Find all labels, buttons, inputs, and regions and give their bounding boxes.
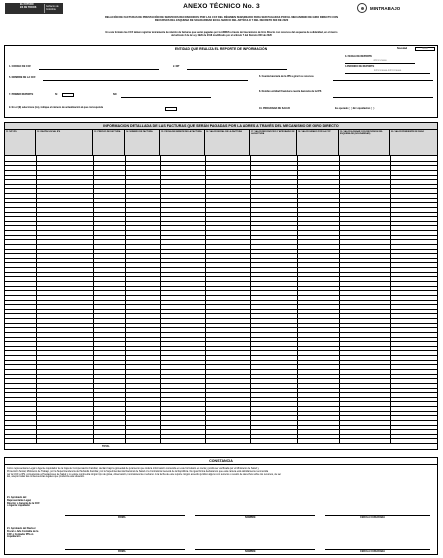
table-row[interactable] [5, 193, 437, 194]
revisor-fiscal-label [7, 528, 38, 539]
sign2-line-2: Fiscal o Jefe Contable de la [7, 529, 39, 533]
mintrabajo-logo [357, 3, 417, 14]
table-row[interactable] [5, 225, 437, 226]
seal-icon [357, 3, 367, 13]
table-row[interactable] [5, 267, 437, 268]
table-row[interactable] [5, 350, 437, 351]
si-label: SI [55, 93, 58, 96]
table-row[interactable] [5, 355, 437, 356]
table-row[interactable] [5, 323, 437, 324]
table-row[interactable] [5, 397, 437, 398]
logo-line-2: ES DE TODOS [20, 5, 37, 9]
fecha-reporte-field[interactable]: dd/mm/aaaa [345, 60, 415, 64]
table-row[interactable] [5, 175, 437, 176]
invoice-table [4, 122, 438, 450]
table-row[interactable] [5, 295, 437, 296]
table-row[interactable] [5, 332, 437, 333]
table-row[interactable] [5, 216, 437, 217]
sign2-line-4: Liquidación [7, 535, 21, 539]
programa-salud-label: 10. PROGRAMA DE SALUD [259, 107, 290, 110]
table-row[interactable] [5, 364, 437, 365]
table-row[interactable] [5, 221, 437, 222]
mintrabajo-label: MINTRABAJO [370, 6, 401, 11]
table-row[interactable] [5, 262, 437, 263]
entity-section-title: ENTIDAD QUE REALIZA EL REPORTE DE INFORMACIÓN [174, 47, 268, 51]
table-row[interactable] [5, 253, 437, 254]
cuenta-bancaria-label: 6. Cuenta bancaria de la IPS a girar los recursos [259, 75, 314, 78]
invoice-table-body [5, 156, 437, 443]
novedad-field[interactable]: 0000 [415, 47, 435, 51]
subtitle-line-1: RELACIÓN DE FACTURAS DE PRESTACIÓN DE SERVICIOS RECONOCIDOS POR LAS CCF DEL RÉGIMEN SUBSIDIADO PARA SER PAGADAS POR EL MECANISMO DE GIRO DIRECTO CON [104, 16, 339, 19]
table-row[interactable] [5, 304, 437, 305]
constancia-line-1: Como representante Legal o Agente Liquidador de la Caja de Compensación Familiar, declaro bajo la gravedad de juramento que toda la información contenida en este formulario es cierta y podrá ser verificada por el Ministerio de Salud y [7, 467, 259, 470]
periodo-reporte-field[interactable]: dd/mm/aaaa-dd/mm/aaaa [345, 70, 430, 74]
table-row[interactable] [5, 244, 437, 245]
novedad-label: Novedad [397, 47, 408, 50]
cuenta-bancaria-field[interactable] [333, 79, 433, 81]
table-row[interactable] [5, 313, 437, 314]
total-label: TOTAL [102, 445, 110, 448]
document-title: ANEXO TÉCNICO No. 3 [183, 3, 260, 10]
table-row[interactable] [5, 415, 437, 416]
fecha-reporte-label: 3. FECHA DE REPORTE [345, 55, 373, 58]
sign2-line-3: CCF o Contador IPS en [7, 532, 34, 536]
logo-line-1: EL FUTURO [20, 3, 34, 6]
column-header: 15. FECHA DE EMISIÓN DE LA FACTURA [160, 130, 205, 155]
table-row[interactable] [5, 374, 437, 375]
table-row[interactable] [5, 188, 437, 189]
actualizacion-label: 9. En el (E) seleccione (no), indique el número de actualización al que corresponde [9, 106, 104, 109]
entity-section [4, 45, 438, 118]
sign1-firma-label: FIRMA [118, 516, 126, 519]
codigo-ccf-label: 1. CODIGO DE CCF [9, 65, 31, 68]
option-close: ) [373, 107, 375, 110]
constancia-text [7, 468, 435, 479]
invoice-table-header [5, 130, 437, 156]
operado-option[interactable]: Ee operado ( [335, 107, 350, 110]
table-row[interactable] [5, 239, 437, 240]
entidad-financiera-label: 8. Nombre entidad financiera cuenta bancaria de la IPS [259, 90, 322, 93]
table-row[interactable] [5, 383, 437, 384]
constancia-line-3: por la CCF a IPS, corresponde a Prestaciones de Salud y no existe contra ella ningún tipo de glosa, observación, inconsistencia o reclamo. A la fecha de este reporte ningún acuerdo jurídico alguno con terceros o cesión de derechos sobre los recursos, de ser [7, 472, 282, 476]
table-row[interactable] [5, 411, 437, 412]
table-row[interactable] [5, 434, 437, 435]
table-row[interactable] [5, 184, 437, 185]
periodo-reporte-label: 4.PERIODO DE REPORTE [345, 65, 375, 68]
column-header: 12. RAZÓN SOCIAL IPS [36, 130, 93, 155]
table-row[interactable] [5, 392, 437, 393]
table-row[interactable] [5, 165, 437, 166]
logo-gov-text: Gobierno de Colombia [46, 6, 59, 11]
column-header: 18. VALOR GIRADO POR LA CCF [297, 130, 339, 155]
subtitle-line-2: RECURSOS DEL ESQUEMA DE SOLIDARIDAD EN EL MARCO DEL ARTÍCULO 7 DEL DECRETO 800 DE 2020 [154, 19, 289, 22]
table-row[interactable] [5, 276, 437, 277]
table-row[interactable] [5, 337, 437, 338]
column-header: 14. NÚMERO DE FACTURA [125, 130, 160, 155]
si-checkbox[interactable] [62, 93, 74, 97]
sign1-line-3: Director o Gerente de la CCF [7, 501, 40, 505]
table-row[interactable] [5, 179, 437, 180]
table-row[interactable] [5, 429, 437, 430]
intro-line-2: del artículo 3 de la Ley 1929 de 2018 modificado por el artículo 7 del Decreto 800 de 2020 [171, 33, 272, 37]
intro-text [6, 32, 437, 38]
column-header: 16. VALOR INICIAL DE LA FACTURA [205, 130, 250, 155]
nombre-ccf-label: 5. NOMBRE DE LA CCF [9, 76, 36, 79]
table-row[interactable] [5, 318, 437, 319]
sign1-line-2: Representante Legal, [7, 498, 32, 502]
codigo-ccf-field[interactable] [39, 68, 159, 70]
column-header: 11. NIT IPS [5, 130, 36, 155]
table-row[interactable] [5, 212, 437, 213]
column-header: 19. VALOR A PAGAR CON RECURSOS DEL ESQUEMA DE (SOLIDARIDAD) [339, 130, 390, 155]
constancia-line-4: así, acepto todas las consecuencias legales que produzca esta situación. [7, 475, 85, 479]
sign1-line-4: o Agente Liquidador [7, 504, 31, 508]
table-row[interactable] [5, 420, 437, 421]
no-label: NO [113, 93, 117, 96]
table-row[interactable] [5, 388, 437, 389]
table-row[interactable] [5, 161, 437, 162]
sign2-nombre-label: NOMBRE [245, 550, 256, 553]
table-row[interactable] [5, 281, 437, 282]
intro-line-1: En este formato las CCF deben registrar únicamente la relación de facturas que serán pagadas por la ADRES a través del mecanismo de Giro Directo con recursos del esquema de solidaridad, en el marco [105, 31, 338, 34]
table-row[interactable] [5, 327, 437, 328]
constancia-section [4, 457, 438, 555]
sign2-cedula-label: CÉDULA CIUDADANA [360, 550, 386, 553]
sign1-nombre-label: NOMBRE [245, 516, 256, 519]
table-row[interactable] [5, 360, 437, 361]
no-field[interactable] [121, 96, 211, 98]
invoice-total-row [5, 443, 437, 451]
table-row[interactable] [5, 401, 437, 402]
sign2-firma-label: FIRMA [118, 550, 126, 553]
regimen-options [335, 108, 374, 111]
entidad-financiera-field[interactable] [333, 96, 433, 98]
primer-reporte-label: 7. PRIMER REPORTE [9, 93, 34, 96]
sign1-cedula-label: CÉDULA CIUDADANA [360, 516, 386, 519]
nit-label: 2. NIT [173, 65, 180, 68]
representante-legal-label [7, 497, 40, 508]
sign2-line-1: 21. Aprobado del Revisor [7, 527, 36, 530]
table-row[interactable] [5, 198, 437, 199]
column-header: 17. VALOR RECONOCIDO Y APROBADO DE LA FACTURA [250, 130, 297, 155]
table-row[interactable] [5, 202, 437, 203]
liquidacion-option[interactable]: ) En Liquidación ( [351, 107, 372, 110]
table-row[interactable] [5, 249, 437, 250]
table-row[interactable] [5, 369, 437, 370]
table-row[interactable] [5, 286, 437, 287]
constancia-title: CONSTANCIA [5, 458, 437, 465]
table-row[interactable] [5, 290, 437, 291]
table-row[interactable] [5, 406, 437, 407]
column-header: 13. PREFIJO DE FACTURA [93, 130, 125, 155]
table-row[interactable] [5, 425, 437, 426]
table-row[interactable] [5, 378, 437, 379]
table-row[interactable] [5, 207, 437, 208]
table-row[interactable] [5, 170, 437, 171]
actualizacion-field[interactable] [165, 107, 177, 111]
nit-field[interactable] [187, 68, 287, 70]
table-row[interactable] [5, 438, 437, 439]
column-header: 20. VALOR PENDIENTE DE PAGO [391, 130, 425, 133]
table-row[interactable] [5, 309, 437, 310]
sign1-line-1: 21. Aprobado del [7, 496, 27, 499]
constancia-line-2: Protección Social, Ministerio de Trabajo, por la Superintendencia del Subsidio Familiar, por la Superintendencia Nacional de Salud o la Contraloría General de la República. De igual forma declaramos que esta cartera está debidamente reconocida [7, 469, 269, 473]
table-row[interactable] [5, 272, 437, 273]
table-row[interactable] [5, 300, 437, 301]
document-subtitle [6, 16, 437, 22]
table-row[interactable] [5, 230, 437, 231]
table-row[interactable] [5, 346, 437, 347]
invoice-table-title: INFORMACION DETALLADA DE LAS FACTURAS QUE SERÁN PAGADAS POR LA ADRES A TRAVÉS DEL MECANISMO DE GIRO DIRECTO [5, 123, 437, 130]
table-row[interactable] [5, 341, 437, 342]
table-row[interactable] [5, 258, 437, 259]
nombre-ccf-field[interactable] [43, 79, 248, 81]
table-row[interactable] [5, 235, 437, 236]
